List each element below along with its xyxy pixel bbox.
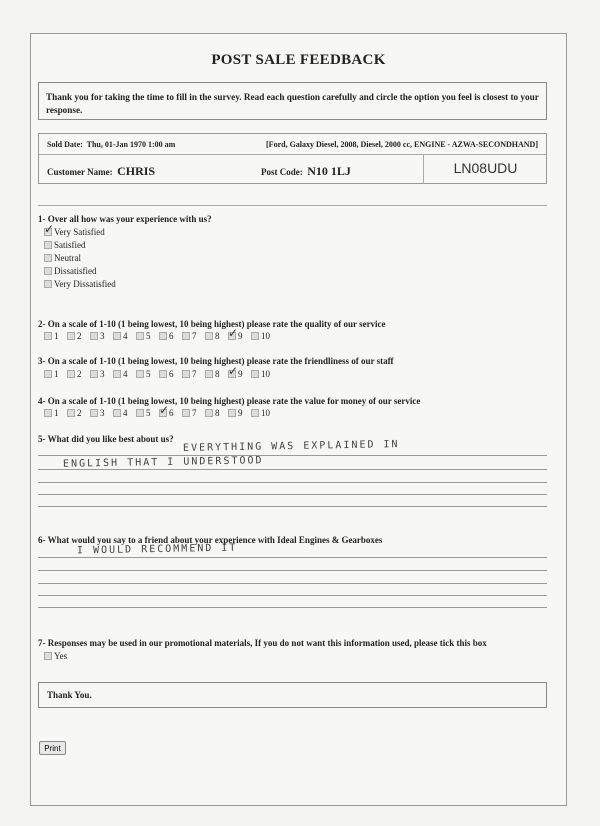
scale-option[interactable] (182, 331, 205, 341)
checkbox[interactable] (251, 370, 259, 378)
q1-option-label: Neutral (54, 253, 81, 263)
question-7: 7- Responses may be used in our promotional materials, If you do not want this information used, please tick this box (38, 638, 487, 648)
scale-label: 1 (54, 369, 59, 379)
scale-option[interactable] (205, 331, 228, 341)
checkbox[interactable] (44, 280, 52, 288)
checkbox[interactable] (44, 228, 52, 236)
checkbox[interactable] (44, 652, 52, 660)
scale-option[interactable] (67, 369, 90, 379)
checkbox[interactable] (136, 370, 144, 378)
scale-option[interactable] (159, 331, 182, 341)
q1-option-label: Satisfied (54, 240, 86, 250)
divider (38, 205, 547, 206)
scale-option[interactable] (44, 369, 67, 379)
scale-option[interactable] (113, 331, 136, 341)
answer-line (38, 455, 547, 456)
scale-option[interactable] (159, 408, 182, 418)
q1-option[interactable] (44, 279, 116, 289)
sold-date-value: Thu, 01-Jan 1970 1:00 am (86, 140, 176, 149)
scale-option[interactable] (90, 408, 113, 418)
scale-option[interactable] (90, 369, 113, 379)
q5-answer-line2: ENGLISH THAT I UNDERSTOOD (62, 455, 264, 470)
scale-label: 2 (77, 408, 82, 418)
scale-label: 3 (100, 331, 105, 341)
answer-line (38, 583, 547, 584)
scale-option[interactable] (228, 369, 251, 379)
answer-line (38, 494, 547, 495)
scale-label: 9 (238, 408, 243, 418)
checkbox[interactable] (44, 254, 52, 262)
scale-label: 5 (146, 331, 151, 341)
vehicle-details: [Ford, Galaxy Diesel, 2008, Diesel, 2000 cc, ENGINE - AZWA-SECONDHAND] (266, 140, 538, 149)
scale-label: 10 (261, 331, 270, 341)
scale-label: 8 (215, 408, 220, 418)
answer-line (38, 506, 547, 507)
post-code-label: Post Code: (261, 167, 303, 177)
scale-option[interactable] (205, 369, 228, 379)
q1-option-label: Very Dissatisfied (54, 279, 116, 289)
q3-scale (44, 369, 274, 379)
customer-name (47, 164, 155, 179)
scale-option[interactable] (251, 408, 274, 418)
scale-label: 6 (169, 331, 174, 341)
scale-option[interactable] (251, 331, 274, 341)
registration-number: LN08UDU (423, 154, 547, 184)
checkbox[interactable] (67, 332, 75, 340)
checkbox[interactable] (44, 332, 52, 340)
scale-option[interactable] (44, 408, 67, 418)
question-2: 2- On a scale of 1-10 (1 being lowest, 10 being highest) please rate the quality of our service (38, 319, 386, 329)
sale-info-box (38, 133, 547, 184)
customer-name-value: CHRIS (117, 164, 156, 178)
scale-option[interactable] (44, 331, 67, 341)
scale-option[interactable] (90, 331, 113, 341)
scale-label: 2 (77, 331, 82, 341)
scale-label: 9 (238, 369, 243, 379)
post-code-value: N10 1LJ (307, 164, 351, 178)
checkbox[interactable] (44, 370, 52, 378)
scale-label: 8 (215, 369, 220, 379)
answer-line (38, 570, 547, 571)
q1-option[interactable] (44, 240, 86, 250)
checkbox[interactable] (44, 267, 52, 275)
intro-text: Thank you for taking the time to fill in the survey. Read each question carefully and circle the option you feel is closest to your response. (46, 92, 539, 115)
checkbox[interactable] (113, 332, 121, 340)
scale-label: 9 (238, 331, 243, 341)
scale-label: 7 (192, 369, 197, 379)
question-6: 6- What would you say to a friend about your experience with Ideal Engines & Gearboxes (38, 535, 383, 545)
scale-label: 3 (100, 369, 105, 379)
q1-option[interactable] (44, 253, 81, 263)
q7-option-yes[interactable] (44, 651, 67, 661)
scale-option[interactable] (228, 408, 251, 418)
scale-option[interactable] (67, 331, 90, 341)
page-title: POST SALE FEEDBACK (211, 52, 386, 68)
checkbox[interactable] (67, 370, 75, 378)
scale-label: 3 (100, 408, 105, 418)
answer-line (38, 469, 547, 470)
scale-option[interactable] (113, 408, 136, 418)
q2-scale (44, 331, 274, 341)
scale-label: 10 (261, 369, 270, 379)
scale-label: 6 (169, 369, 174, 379)
question-4: 4- On a scale of 1-10 (1 being lowest, 10 being highest) please rate the value for money of our service (38, 396, 421, 406)
scale-label: 6 (169, 408, 174, 418)
scale-label: 7 (192, 408, 197, 418)
checkbox[interactable] (251, 409, 259, 417)
scale-option[interactable] (136, 331, 159, 341)
scale-label: 5 (146, 369, 151, 379)
scale-option[interactable] (251, 369, 274, 379)
sale-info-row (39, 134, 546, 155)
checkbox[interactable] (182, 332, 190, 340)
scale-label: 4 (123, 331, 128, 341)
checkbox[interactable] (113, 370, 121, 378)
feedback-form (30, 33, 567, 806)
sold-date-label: Sold Date: (47, 140, 83, 149)
checkbox[interactable] (182, 409, 190, 417)
checkbox[interactable] (136, 332, 144, 340)
checkbox[interactable] (251, 332, 259, 340)
question-3: 3- On a scale of 1-10 (1 being lowest, 10 being highest) please rate the friendliness of our staff (38, 356, 394, 366)
checkbox[interactable] (228, 409, 236, 417)
q1-option-label: Very Satisfied (54, 227, 105, 237)
scale-label: 4 (123, 369, 128, 379)
print-button[interactable]: Print (39, 741, 66, 755)
scale-label: 10 (261, 408, 270, 418)
checkbox[interactable] (205, 370, 213, 378)
scale-option[interactable] (159, 369, 182, 379)
thank-you-box (38, 682, 547, 708)
answer-line (38, 607, 547, 608)
scale-option[interactable] (182, 369, 205, 379)
checkbox[interactable] (113, 409, 121, 417)
q1-option-label: Dissatisfied (54, 266, 97, 276)
post-code (261, 164, 351, 179)
scale-option[interactable] (205, 408, 228, 418)
checkbox[interactable] (90, 370, 98, 378)
scale-option[interactable] (228, 331, 251, 341)
checkbox[interactable] (90, 332, 98, 340)
question-5: 5- What did you like best about us? (38, 434, 174, 444)
checkbox[interactable] (136, 409, 144, 417)
checkbox[interactable] (159, 370, 167, 378)
intro-box (38, 82, 547, 120)
scale-label: 8 (215, 331, 220, 341)
checkbox[interactable] (44, 241, 52, 249)
customer-name-label: Customer Name: (47, 167, 113, 177)
checkbox[interactable] (67, 409, 75, 417)
answer-line (38, 595, 547, 596)
q7-option-label: Yes (54, 651, 68, 661)
scale-label: 1 (54, 331, 59, 341)
q6-answer-line1: I WOULD RECOMMEND IT (76, 542, 238, 557)
checkbox[interactable] (205, 332, 213, 340)
scale-option[interactable] (182, 408, 205, 418)
q4-scale (44, 408, 274, 418)
scale-label: 2 (77, 369, 82, 379)
sold-date (47, 140, 175, 149)
answer-line (38, 557, 547, 558)
thank-you-text: Thank You. (47, 690, 92, 700)
checkbox[interactable] (228, 332, 236, 340)
checkbox[interactable] (159, 409, 167, 417)
scale-label: 1 (54, 408, 59, 418)
q1-option[interactable] (44, 266, 97, 276)
scale-option[interactable] (136, 369, 159, 379)
scale-option[interactable] (136, 408, 159, 418)
q5-answer-line1: EVERYTHING WAS EXPLAINED IN (182, 439, 400, 454)
checkbox[interactable] (159, 332, 167, 340)
checkbox[interactable] (90, 409, 98, 417)
question-1: 1- Over all how was your experience with us? (38, 214, 212, 224)
checkbox[interactable] (228, 370, 236, 378)
checkbox[interactable] (44, 409, 52, 417)
scale-label: 5 (146, 408, 151, 418)
scale-option[interactable] (113, 369, 136, 379)
q1-option[interactable] (44, 227, 105, 237)
answer-line (38, 482, 547, 483)
scale-label: 7 (192, 331, 197, 341)
checkbox[interactable] (182, 370, 190, 378)
scale-option[interactable] (67, 408, 90, 418)
scale-label: 4 (123, 408, 128, 418)
checkbox[interactable] (205, 409, 213, 417)
